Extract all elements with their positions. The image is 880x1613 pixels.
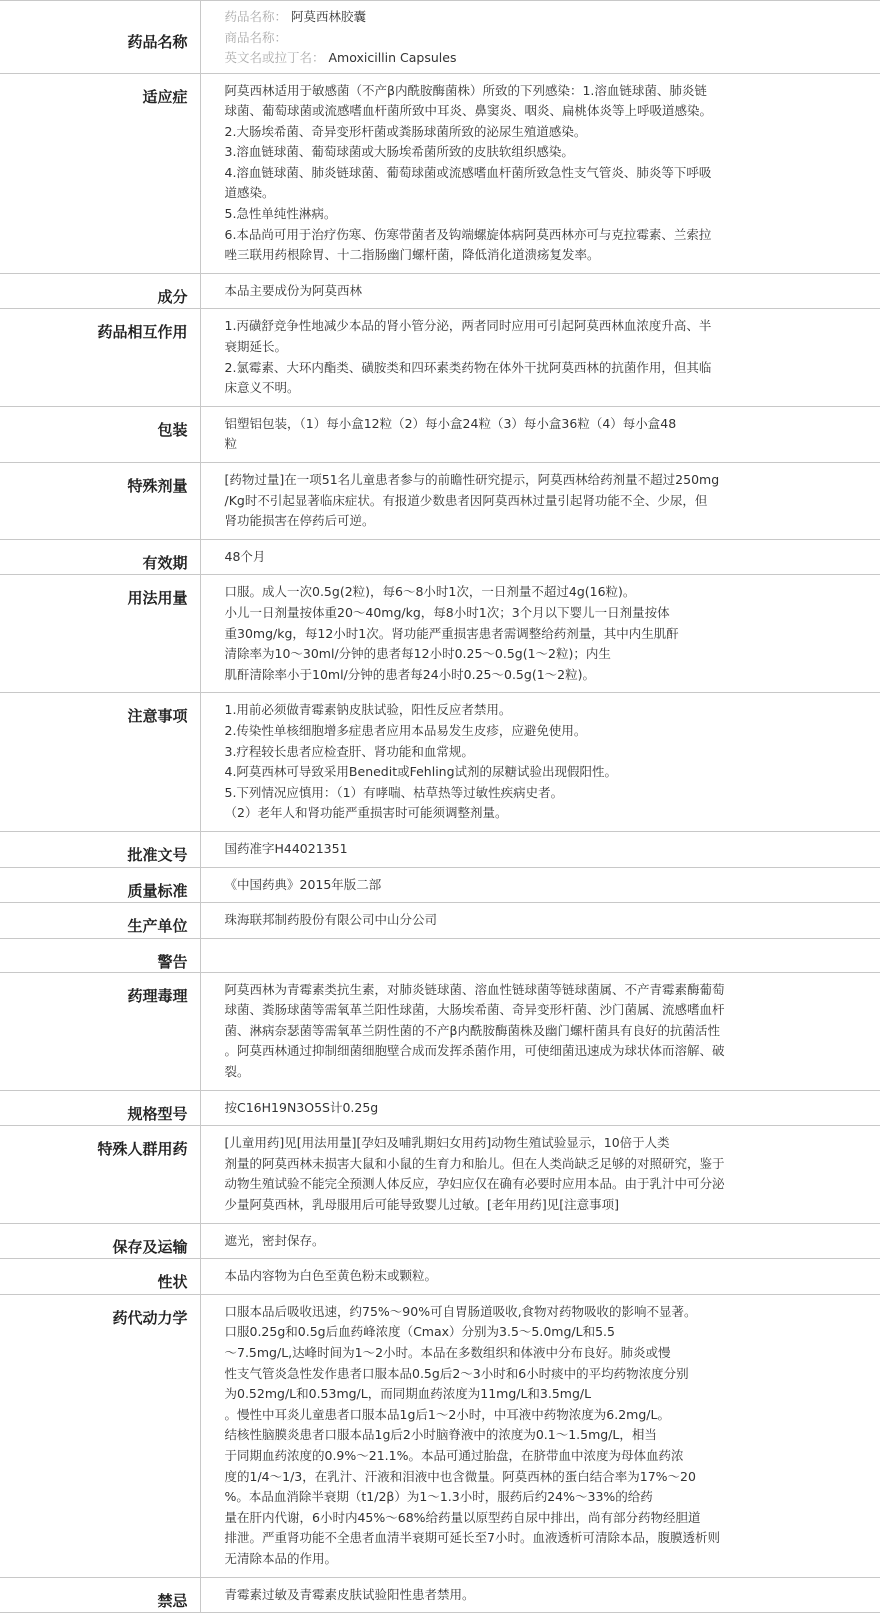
section-row	[0, 463, 880, 540]
text-line: 阿莫西林为青霉素类抗生素，对肺炎链球菌、溶血性链球菌等链球菌属、不产青霉素酶葡萄	[224, 981, 725, 997]
text-line: 衰期延长。	[224, 339, 288, 355]
text-line: 无清除本品的作用。	[224, 1550, 338, 1566]
text-line: 5.急性单纯性淋病。	[224, 206, 337, 222]
text-line: /Kg时不引起显著临床症状。有报道少数患者因阿莫西林过量引起肾功能不全、少尿，但	[224, 492, 708, 508]
row-label: 药理毒理	[0, 972, 200, 1090]
row-value	[200, 903, 880, 939]
trade-name-key: 商品名称：	[224, 29, 288, 45]
text-line: 唑三联用药根除胃、十二指肠幽门螺杆菌，降低消化道溃疡复发率。	[224, 247, 600, 263]
row-value	[200, 1, 880, 74]
text-line: 性支气管炎急性发作患者口服本品0.5g后2～3小时和6小时痰中的平均药物浓度分别	[224, 1365, 689, 1381]
text-line: 。阿莫西林通过抑制细菌细胞壁合成而发挥杀菌作用，可使细菌迅速成为球状体而溶解、破	[224, 1043, 725, 1059]
row-value	[200, 73, 880, 273]
text-line: 3.疗程较长患者应检查肝、肾功能和血常规。	[224, 743, 474, 759]
generic-name-key: 药品名称：	[224, 9, 288, 24]
english-name-line	[225, 48, 857, 69]
row-label: 有效期	[0, 539, 200, 575]
text-line: 48个月	[224, 548, 266, 564]
row-label: 药品相互作用	[0, 309, 200, 406]
row-label: 适应症	[0, 73, 200, 273]
row-value	[200, 1090, 880, 1126]
section-row	[0, 693, 880, 832]
section-row	[0, 539, 880, 575]
generic-name-line	[225, 7, 857, 28]
english-name-key: 英文名或拉丁名：	[224, 50, 325, 65]
row-value	[200, 1577, 880, 1613]
text-line: 于同期血药浓度的0.9%～21.1%。本品可通过胎盘，在脐带血中浓度为母体血药浓	[224, 1447, 684, 1463]
text-line: 少量阿莫西林，乳母服用后可能导致婴儿过敏。[老年用药]见[注意事项]	[224, 1197, 620, 1213]
text-line: 球菌、粪肠球菌等需氧革兰阳性球菌，大肠埃希菌、奇异变形杆菌、沙门菌属、流感嗜血杆	[224, 1002, 725, 1018]
row-value	[200, 1126, 880, 1223]
section-row	[0, 903, 880, 939]
text-line: 口服0.25g和0.5g后血药峰浓度（Cmax）分别为3.5～5.0mg/L和5.5	[224, 1324, 615, 1340]
section-row	[0, 1223, 880, 1259]
row-value	[200, 1223, 880, 1259]
text-line: 2.传染性单核细胞增多症患者应用本品易发生皮疹，应避免使用。	[224, 722, 587, 738]
section-row	[0, 73, 880, 273]
text-line: 国药准字H44021351	[224, 840, 348, 856]
text-line: 4.阿莫西林可导致采用Benedit或Fehling试剂的尿糖试验出现假阳性。	[224, 764, 618, 780]
section-row	[0, 575, 880, 693]
text-line: 结核性脑膜炎患者口服本品1g后2小时脑脊液中的浓度为0.1～1.5mg/L，相当	[224, 1427, 657, 1443]
text-line: 肾功能损害在停药后可逆。	[224, 513, 375, 529]
text-line: 1.用前必须做青霉素钠皮肤试验，阳性反应者禁用。	[224, 702, 512, 718]
row-value	[200, 309, 880, 406]
row-label: 特殊剂量	[0, 463, 200, 540]
row-value	[200, 1259, 880, 1295]
text-line: 珠海联邦制药股份有限公司中山分公司	[224, 912, 438, 928]
text-line: ～7.5mg/L,达峰时间为1～2小时。本品在多数组织和体液中分布良好。肺炎或慢	[224, 1345, 671, 1360]
section-row	[0, 972, 880, 1090]
header-row	[0, 1, 880, 74]
text-line: 粒	[224, 436, 238, 452]
text-line: 为0.52mg/L和0.53mg/L，而同期血药浓度为11mg/L和3.5mg/L	[224, 1386, 592, 1402]
row-label: 规格型号	[0, 1090, 200, 1126]
text-line: 球菌、葡萄球菌或流感嗜血杆菌所致中耳炎、鼻窦炎、咽炎、扁桃体炎等上呼吸道感染。	[224, 103, 713, 119]
section-row	[0, 1259, 880, 1295]
text-line: 本品主要成份为阿莫西林	[224, 282, 363, 298]
text-line: 2.大肠埃希菌、奇异变形杆菌或粪肠球菌所致的泌尿生殖道感染。	[224, 123, 587, 139]
row-label: 禁忌	[0, 1577, 200, 1613]
text-line: 遮光，密封保存。	[224, 1232, 325, 1248]
text-line: 清除率为10～30ml/分钟的患者每12小时0.25～0.5g(1～2粒)；内生	[224, 646, 611, 662]
text-line: 青霉素过敏及青霉素皮肤试验阳性患者禁用。	[224, 1586, 475, 1602]
text-line: 《中国药典》2015年版二部	[224, 876, 382, 892]
text-line: 1.丙磺舒竞争性地减少本品的肾小管分泌，两者同时应用可引起阿莫西林血浓度升高、半	[224, 318, 712, 334]
row-value	[200, 575, 880, 693]
row-value	[200, 539, 880, 575]
section-row	[0, 309, 880, 406]
row-label: 保存及运输	[0, 1223, 200, 1259]
generic-name-value: 阿莫西林胶囊	[291, 9, 367, 24]
row-label: 质量标准	[0, 867, 200, 903]
text-line: [药物过量]在一项51名儿童患者参与的前瞻性研究提示，阿莫西林给药剂量不超过250mg	[224, 472, 720, 487]
row-label: 成分	[0, 273, 200, 309]
text-line: 3.溶血链球菌、葡萄球菌或大肠埃希菌所致的皮肤软组织感染。	[224, 144, 574, 160]
section-row	[0, 831, 880, 867]
text-line: 床意义不明。	[224, 380, 300, 396]
section-row	[0, 1090, 880, 1126]
text-line: 道感染。	[224, 185, 275, 201]
row-label: 生产单位	[0, 903, 200, 939]
section-row	[0, 1126, 880, 1223]
text-line: 排泄。严重肾功能不全患者血清半衰期可延长至7小时。血液透析可清除本品，腹膜透析则	[224, 1530, 720, 1546]
text-line: 动物生殖试验不能完全预测人体反应，孕妇应仅在确有必要时应用本品。由于乳汁中可分泌	[224, 1176, 725, 1192]
text-line: 6.本品尚可用于治疗伤寒、伤寒带菌者及钩端螺旋体病阿莫西林亦可与克拉霉素、兰索拉	[224, 226, 712, 242]
section-row	[0, 1294, 880, 1577]
text-line: 量在肝内代谢，6小时内45%～68%给药量以原型药自尿中排出，尚有部分药物经胆道	[224, 1509, 701, 1525]
text-line: 口服。成人一次0.5g(2粒)，每6～8小时1次，一日剂量不超过4g(16粒)。	[224, 584, 636, 600]
row-value	[200, 938, 880, 972]
row-label: 注意事项	[0, 693, 200, 832]
section-row	[0, 867, 880, 903]
section-row	[0, 406, 880, 462]
text-line: 5.下列情况应慎用：（1）有哮喘、枯草热等过敏性疾病史者。	[224, 784, 564, 800]
row-label: 批准文号	[0, 831, 200, 867]
row-label: 性状	[0, 1259, 200, 1295]
trade-name-line	[225, 28, 857, 49]
english-name-value: Amoxicillin Capsules	[328, 50, 457, 65]
text-line: [儿童用药]见[用法用量][孕妇及哺乳期妇女用药]动物生殖试验显示，10倍于人类	[224, 1135, 670, 1151]
row-label: 包装	[0, 406, 200, 462]
text-line: 按C16H19N3O5S计0.25g	[224, 1099, 379, 1115]
row-label: 警告	[0, 938, 200, 972]
row-value	[200, 273, 880, 309]
text-line: 剂量的阿莫西林未损害大鼠和小鼠的生育力和胎儿。但在人类尚缺乏足够的对照研究，鉴于	[224, 1155, 725, 1171]
text-line: 重30mg/kg，每12小时1次。肾功能严重损害患者需调整给药剂量，其中内生肌酐	[224, 625, 679, 641]
row-label: 用法用量	[0, 575, 200, 693]
row-label: 药品名称	[0, 1, 200, 74]
text-line: 菌、淋病奈瑟菌等需氧革兰阴性菌的不产β内酰胺酶菌株及幽门螺杆菌具有良好的抗菌活性	[224, 1022, 720, 1038]
text-line: 肌酐清除率小于10ml/分钟的患者每24小时0.25～0.5g(1～2粒)。	[224, 666, 595, 682]
row-value	[200, 693, 880, 832]
row-value	[200, 867, 880, 903]
text-line: 口服本品后吸收迅速，约75%～90%可自胃肠道吸收,食物对药物吸收的影响不显著。	[224, 1303, 697, 1319]
text-line: 本品内容物为白色至黄色粉末或颗粒。	[224, 1268, 438, 1284]
text-line: 2.氯霉素、大环内酯类、磺胺类和四环素类药物在体外干扰阿莫西林的抗菌作用，但其临	[224, 359, 712, 375]
section-row	[0, 273, 880, 309]
section-row	[0, 938, 880, 972]
row-value	[200, 972, 880, 1090]
row-value	[200, 463, 880, 540]
row-label: 特殊人群用药	[0, 1126, 200, 1223]
row-value	[200, 831, 880, 867]
row-value	[200, 406, 880, 462]
text-line: 铝塑铝包装，（1）每小盒12粒（2）每小盒24粒（3）每小盒36粒（4）每小盒48	[224, 415, 677, 431]
text-line: 阿莫西林适用于敏感菌（不产β内酰胺酶菌株）所致的下列感染：1.溶血链球菌、肺炎链	[224, 82, 707, 98]
row-label: 药代动力学	[0, 1294, 200, 1577]
text-line: 度的1/4～1/3，在乳汁、汗液和泪液中也含微量。阿莫西林的蛋白结合率为17%～20	[224, 1468, 696, 1484]
text-line: （2）老年人和肾功能严重损害时可能须调整剂量。	[224, 805, 508, 821]
text-line: 。慢性中耳炎儿童患者口服本品1g后1～2小时，中耳液中药物浓度为6.2mg/L。	[224, 1406, 670, 1422]
text-line: 小儿一日剂量按体重20～40mg/kg，每8小时1次；3个月以下婴儿一日剂量按体	[224, 604, 670, 620]
row-value	[200, 1294, 880, 1577]
text-line: 裂。	[224, 1064, 250, 1080]
text-line: %。本品血消除半衰期（t1/2β）为1～1.3小时，服药后约24%～33%的给药	[224, 1489, 653, 1505]
text-line: 4.溶血链球菌、肺炎链球菌、葡萄球菌或流感嗜血杆菌所致急性支气管炎、肺炎等下呼吸	[224, 164, 712, 180]
section-row	[0, 1577, 880, 1613]
